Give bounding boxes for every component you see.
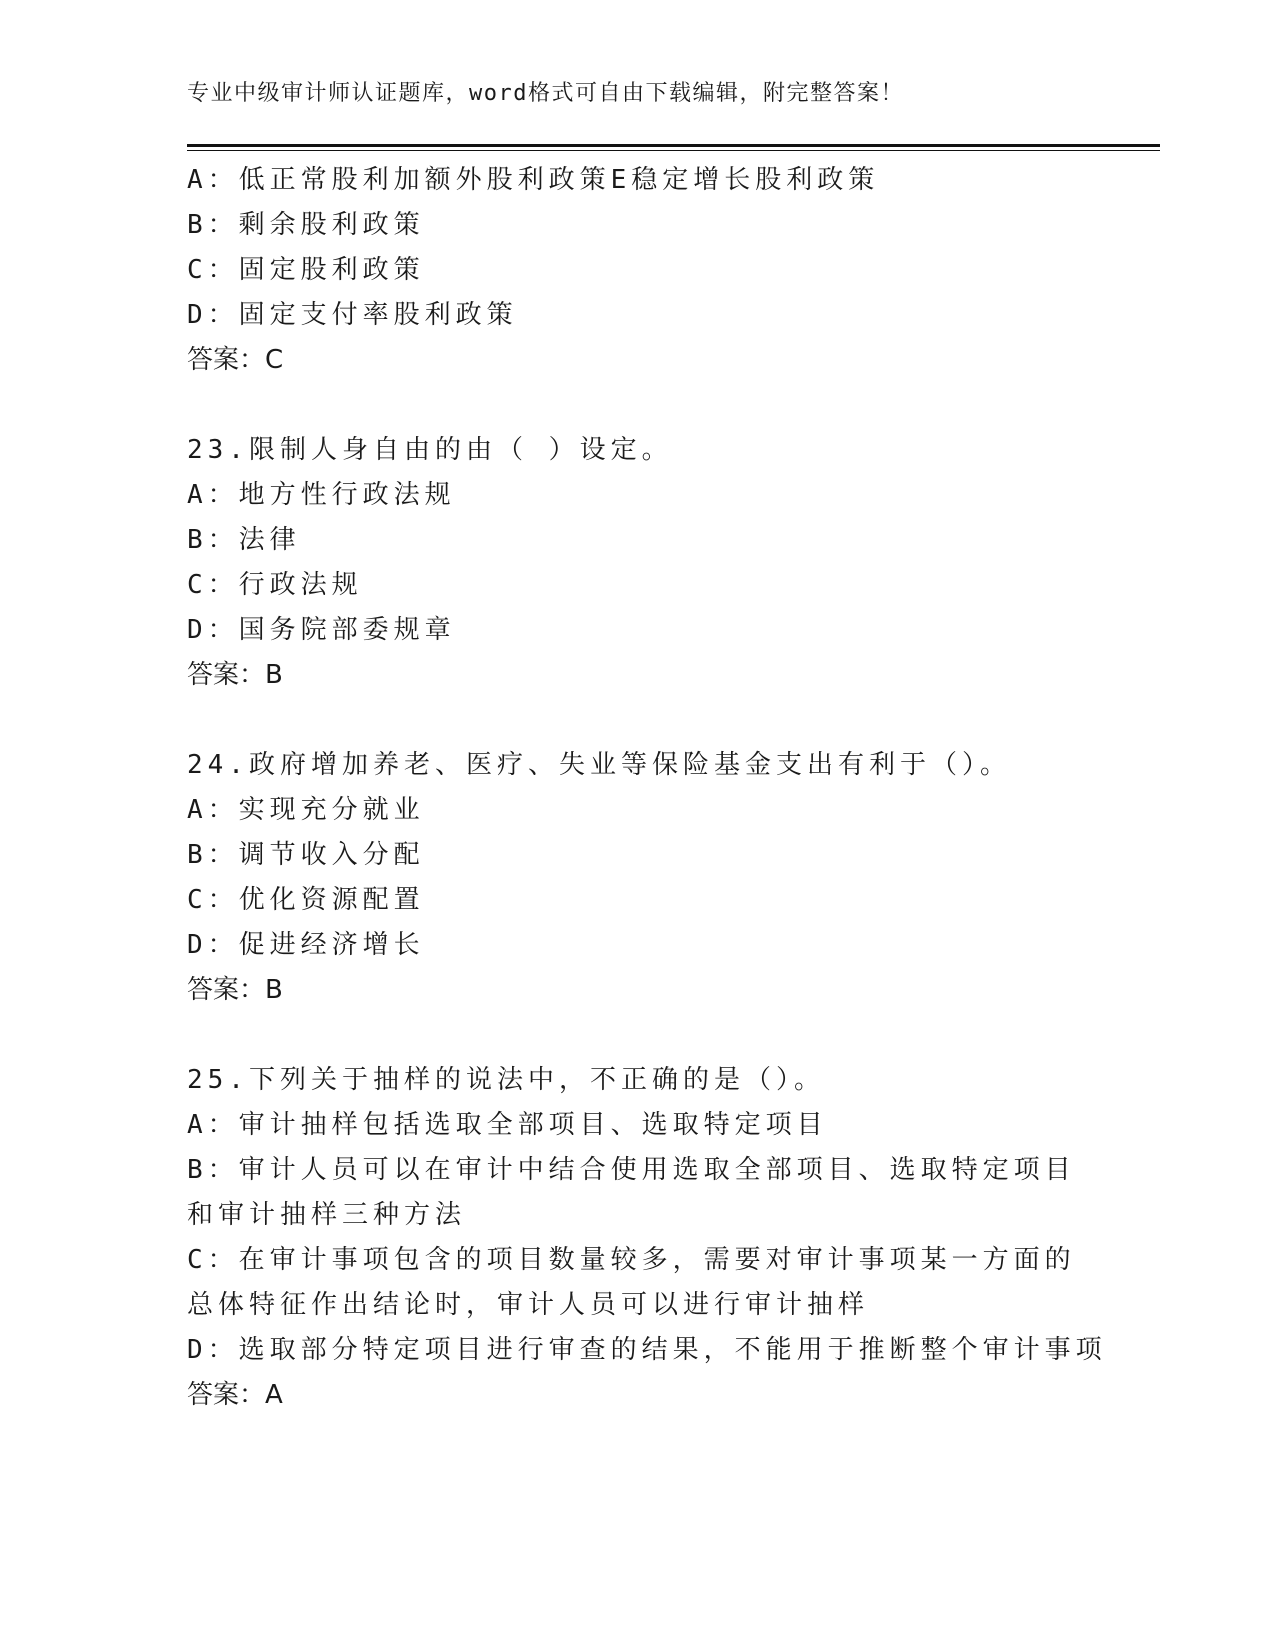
option-c: C：优化资源配置 — [187, 885, 425, 915]
answer-line: 答案：B — [187, 975, 283, 1005]
option-b: B：调节收入分配 — [187, 840, 425, 870]
option-b: B：审计人员可以在审计中结合使用选取全部项目、选取特定项目和审计抽样三种方法 — [187, 1155, 1076, 1230]
question-block-23 — [187, 428, 1087, 698]
question-stem: 25.下列关于抽样的说法中，不正确的是（）。 — [187, 1065, 825, 1095]
option-c: C：固定股利政策 — [187, 255, 425, 285]
option-a: A：审计抽样包括选取全部项目、选取特定项目 — [187, 1110, 828, 1140]
option-b: B：法律 — [187, 525, 301, 555]
header-divider-thin — [187, 150, 1160, 151]
option-a: A：地方性行政法规 — [187, 480, 456, 510]
option-a: A：低正常股利加额外股利政策E稳定增长股利政策 — [187, 165, 880, 195]
spacer — [187, 1013, 1087, 1058]
answer-line: 答案：B — [187, 660, 283, 690]
option-c: C：在审计事项包含的项目数量较多，需要对审计事项某一方面的总体特征作出结论时，审计人员可以进行审计抽样 — [187, 1245, 1076, 1320]
question-block-24 — [187, 743, 1087, 1013]
question-stem: 23.限制人身自由的由（ ）设定。 — [187, 435, 673, 465]
question-block-continued — [187, 158, 1087, 383]
question-stem: 24.政府增加养老、医疗、失业等保险基金支出有利于（）。 — [187, 750, 1011, 780]
question-list — [187, 158, 1107, 1418]
header-note: 专业中级审计师认证题库，word格式可自由下载编辑，附完整答案！ — [187, 81, 904, 106]
option-a: A：实现充分就业 — [187, 795, 425, 825]
answer-line: 答案：A — [187, 1380, 283, 1410]
option-d: D：促进经济增长 — [187, 930, 425, 960]
question-block-25 — [187, 1058, 1107, 1418]
spacer — [187, 698, 1087, 743]
answer-line: 答案：C — [187, 345, 284, 375]
header-divider-thick — [187, 144, 1160, 147]
option-d: D：选取部分特定项目进行审查的结果，不能用于推断整个审计事项 — [187, 1335, 1107, 1365]
option-c: C：行政法规 — [187, 570, 363, 600]
option-b: B：剩余股利政策 — [187, 210, 425, 240]
option-d: D：固定支付率股利政策 — [187, 300, 518, 330]
spacer — [187, 383, 1087, 428]
option-d: D：国务院部委规章 — [187, 615, 456, 645]
